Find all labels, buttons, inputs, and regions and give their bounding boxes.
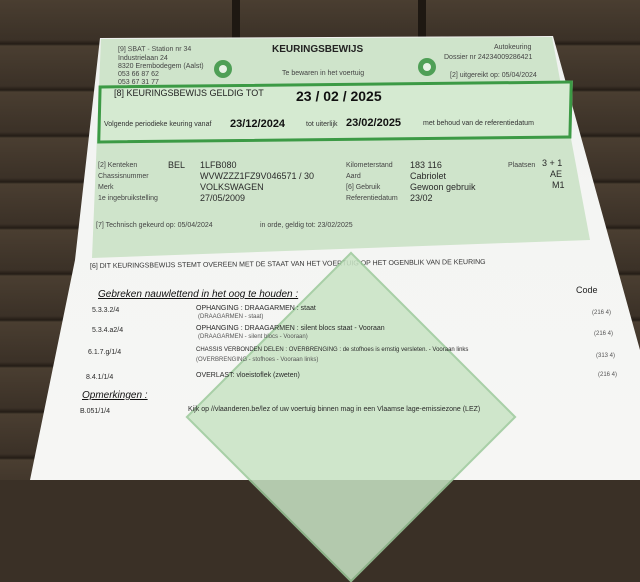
body-type-label: Aard <box>346 173 361 180</box>
defect-ref: 6.1.7.g/1/4 <box>88 349 122 356</box>
validity-label: [8] KEURINGSBEWIJS GELDIG TOT <box>114 88 264 98</box>
defect-sub: (DRAAGARMEN - staat) <box>198 314 264 320</box>
dossier-number: Dossier nr 24234009286421 <box>444 54 533 61</box>
plate-label: [2] Kenteken <box>98 162 138 169</box>
station-address-1: Industrielaan 24 <box>118 55 168 62</box>
plate-number: 1LFB080 <box>200 160 237 170</box>
next-inspection-mid: tot uiterlijk <box>306 121 338 128</box>
usage-value: Gewoon gebruik <box>410 182 476 192</box>
remark-text: Kijk op //vlaanderen.be/lez of uw voertuig binnen mag in een Vlaamse lage-emissiezone (LEZ) <box>188 406 481 413</box>
flanders-logo-icon <box>418 58 436 76</box>
plank-gap <box>418 0 426 40</box>
chassis-label: Chassisnummer <box>98 173 149 180</box>
usage-label: [6] Gebruik <box>346 184 381 191</box>
station-address-2: 8320 Erembodegem (Aalst) <box>118 63 204 70</box>
keep-in-vehicle-note: Te bewaren in het voertuig <box>282 70 365 77</box>
remark-ref: B.051/1/4 <box>80 408 110 415</box>
defect-text: OPHANGING : DRAAGARMEN : staat <box>196 305 316 312</box>
defect-code: (216 4) <box>594 331 614 337</box>
station-tel: 053 66 87 62 <box>118 71 159 78</box>
body-code: AE <box>550 169 563 179</box>
technical-inspection-date: [7] Technisch gekeurd op: 05/04/2024 <box>96 222 213 229</box>
defect-code: (313 4) <box>596 353 616 359</box>
remarks-heading: Opmerkingen : <box>82 390 148 401</box>
reference-date-label: Referentiedatum <box>346 195 398 202</box>
defect-text: OVERLAST: vloeistoflek (zweten) <box>196 372 300 379</box>
flanders-logo-icon <box>214 60 232 78</box>
next-inspection-to: 23/02/2025 <box>346 117 402 129</box>
defect-code: (216 4) <box>598 372 618 378</box>
autokeuring-label: Autokeuring <box>494 44 532 51</box>
next-inspection-suffix: met behoud van de referentiedatum <box>423 120 534 127</box>
defect-sub: (DRAAGARMEN - silent blocs - Vooraan) <box>198 334 308 340</box>
brand-value: VOLKSWAGEN <box>200 182 264 192</box>
plank-gap <box>232 0 240 40</box>
station-fax: 053 67 31 77 <box>118 79 159 86</box>
conformity-statement: [6] DIT KEURINGSBEWIJS STEMT OVEREEN MET DE STAAT VAN HET VOERTUIG OP HET OGENBLIK VAN DE KEURING <box>89 258 486 271</box>
brand-label: Merk <box>98 184 114 191</box>
defect-code: (216 4) <box>592 310 612 316</box>
defect-ref: 8.4.1/1/4 <box>86 374 114 381</box>
defect-ref: 5.3.3.2/4 <box>92 307 120 314</box>
code-header: Code <box>576 285 598 295</box>
seats-label: Plaatsen <box>508 162 536 169</box>
body-type-value: Cabriolet <box>410 171 447 181</box>
station-name: [9] SBAT - Station nr 34 <box>117 45 192 54</box>
next-inspection-prefix: Volgende periodieke keuring vanaf <box>104 121 212 128</box>
country-code: BEL <box>168 160 186 170</box>
certificate-title: KEURINGSBEWIJS <box>272 44 364 55</box>
next-inspection-from: 23/12/2024 <box>230 118 286 130</box>
vehicle-category: M1 <box>552 180 565 190</box>
chassis-number: WVWZZZ1FZ9V046571 / 30 <box>200 171 315 181</box>
defect-ref: 5.3.4.a2/4 <box>92 327 124 334</box>
defects-heading: Gebreken nauwlettend in het oog te houden : <box>98 289 299 300</box>
first-registration-label: 1e ingebruikstelling <box>98 195 158 202</box>
mileage-label: Kilometerstand <box>346 162 393 169</box>
defect-sub: (OVERBRENGING - stofhoes - Vooraan links) <box>196 357 319 363</box>
valid-until-date: 23 / 02 / 2025 <box>296 88 382 104</box>
issue-date: [2] uitgereikt op: 05/04/2024 <box>450 72 537 79</box>
first-registration-value: 27/05/2009 <box>200 193 246 203</box>
technical-valid-until: in orde, geldig tot: 23/02/2025 <box>260 222 353 229</box>
defect-text: CHASSIS VERBONDEN DELEN : OVERBRENGING : de stofhoes is ernstig versleten. - Vooraan links <box>196 347 469 353</box>
mileage-value: 183 116 <box>410 160 442 170</box>
reference-date-value: 23/02 <box>410 193 433 203</box>
seats-value: 3 + 1 <box>542 158 563 168</box>
defect-text: OPHANGING : DRAAGARMEN : silent blocs staat - Vooraan <box>196 325 385 332</box>
